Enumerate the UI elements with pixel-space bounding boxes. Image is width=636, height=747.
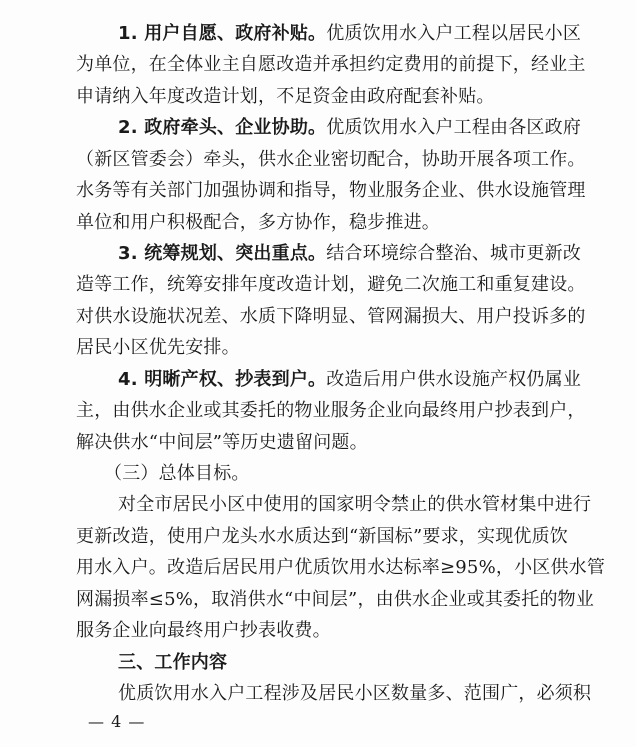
text-line: 更新改造，使用户龙头水水质达到“新国标”要求，实现优质饮 [76,526,569,547]
text-line: 网漏损率≤5%，取消供水“中间层”，由供水企业或其委托的物业 [76,589,595,610]
text-line: 用水入户。改造后居民用户优质饮用水达标率≥95%，小区供水管 [76,557,606,578]
text-line: 申请纳入年度改造计划，不足资金由政府配套补贴。 [76,86,495,107]
text-line [118,368,581,392]
text-line: 服务企业向最终用户抄表收费。 [76,620,331,641]
text-line: 对全市居民小区中使用的国家明令禁止的供水管材集中进行 [118,494,592,515]
line-text: 优质饮用水入户工程以居民小区 [326,23,582,44]
text-line: 造等工作，统筹安排年度改造计划，避免二次施工和重复建设。 [76,274,586,295]
item-heading: 2. 政府牵头、企业协助。 [118,117,327,138]
text-line: 主，由供水企业或其委托的物业服务企业向最终用户抄表到户， [76,400,586,421]
item-heading: 3. 统筹规划、突出重点。 [118,243,327,264]
text-line: 单位和用户积极配合，多方协作，稳步推进。 [76,212,440,233]
text-line: 解决供水“中间层”等历史遗留问题。 [76,432,368,453]
line-text: 优质饮用水入户工程由各区政府 [326,117,582,138]
text-line: 对供水设施状况差、水质下降明显、管网漏损大、用户投诉多的 [76,306,586,327]
text-line: 优质饮用水入户工程涉及居民小区数量多、范围广，必须积 [118,683,592,704]
page-number: — 4 — [88,712,146,731]
subsection-title: （三）总体目标。 [104,463,250,484]
item-heading: 4. 明晰产权、抄表到户。 [118,369,327,390]
text-line: （新区管委会）牵头，供水企业密切配合，协助开展各项工作。 [76,149,586,170]
text-line: 为单位，在全体业主自愿改造并承担约定费用的前提下，经业主 [76,54,586,75]
text-line [118,22,581,46]
text-line: 居民小区优先安排。 [76,337,240,358]
line-text: 改造后用户供水设施产权仍属业 [326,369,582,390]
line-text: 结合环境综合整治、城市更新改 [326,243,582,264]
text-line [118,242,581,266]
section-heading: 三、工作内容 [118,652,228,673]
text-line: 水务等有关部门加强协调和指导，物业服务企业、供水设施管理 [76,180,586,201]
item-heading: 1. 用户自愿、政府补贴。 [118,23,327,44]
text-line [118,116,581,140]
